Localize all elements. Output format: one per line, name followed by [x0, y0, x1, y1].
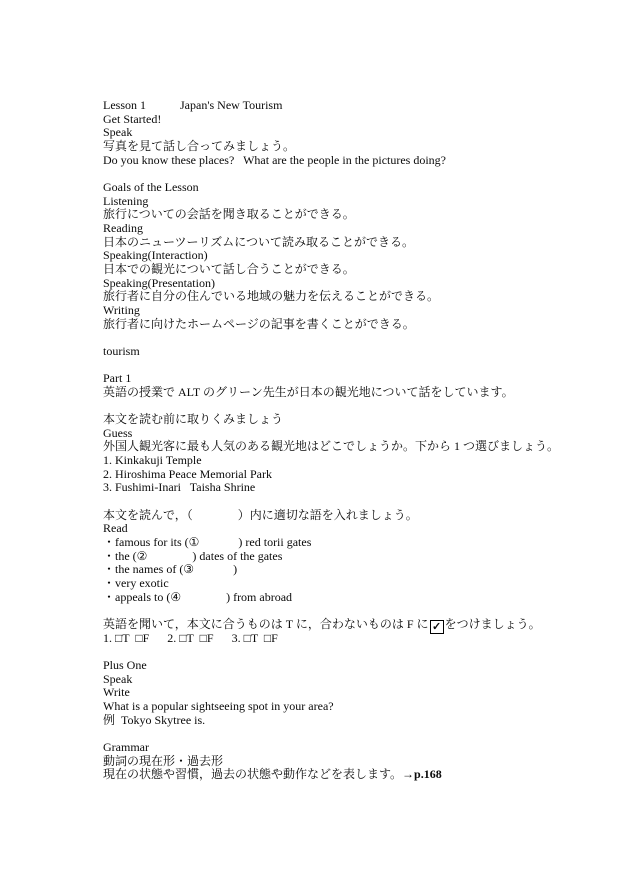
get-started-question-en: Do you know these places? What are the people in the pictures doing? — [103, 152, 447, 167]
read-item-2: ・the (② ) dates of the gates — [103, 548, 283, 563]
read-item-4: ・very exotic — [103, 575, 169, 590]
get-started-instruction-jp: 写真を見て話し合ってみましょう。 — [103, 138, 296, 153]
blank-line — [103, 727, 603, 741]
plus-one-title: Plus One — [103, 657, 147, 672]
listening-instruction-prefix: 英語を聞いて，本文に合うものは T に，合わないものは F に — [103, 616, 429, 631]
guess-choice-3: 3. Fushimi-Inari Taisha Shrine — [103, 480, 256, 495]
blank-line — [103, 495, 603, 509]
goal-skill-speaking-interaction: Speaking(Interaction) — [103, 248, 208, 263]
pre-reading-instruction: 本文を読む前に取りくみましょう — [103, 412, 284, 427]
blank-line — [103, 331, 603, 345]
goal-description-writing: 旅行者に向けたホームページの記事を書くことができる。 — [103, 316, 415, 331]
read-instruction: 本文を読んで，（ ）内に適切な語を入れましょう。 — [103, 507, 418, 522]
plus-one-example: 例 Tokyo Skytree is. — [103, 712, 206, 727]
grammar-title: Grammar — [103, 739, 149, 754]
grammar-usage — [103, 768, 603, 782]
get-started-title: Get Started! — [103, 111, 162, 126]
plus-one-question: What is a popular sightseeing spot in your area? — [103, 698, 334, 713]
lesson-number: Lesson 1 — [103, 98, 146, 112]
part1-situation: 英語の授業で ALT のグリーン先生が日本の観光地について話をしています。 — [103, 384, 514, 399]
grammar-page-reference: →p.168 — [402, 767, 442, 782]
goal-skill-writing: Writing — [103, 302, 140, 317]
blank-line — [103, 645, 603, 659]
plus-one-write-label: Write — [103, 685, 130, 700]
guess-label: Guess — [103, 425, 133, 440]
goal-description-speaking-interaction: 日本での観光について話し合うことができる。 — [103, 261, 355, 276]
listening-instruction — [103, 618, 603, 632]
blank-line — [103, 604, 603, 618]
goal-description-listening: 旅行についての会話を聞き取ることができる。 — [103, 207, 355, 222]
plus-one-speak-label: Speak — [103, 671, 133, 686]
read-label: Read — [103, 521, 128, 536]
true-false-checkbox-row: 1. □T □F 2. □T □F 3. □T □F — [103, 630, 278, 645]
grammar-topic: 動詞の現在形・過去形 — [103, 753, 224, 768]
checked-checkbox-icon: ✓ — [430, 620, 444, 634]
part1-title: Part 1 — [103, 371, 132, 386]
blank-line — [103, 358, 603, 372]
goal-skill-speaking-presentation: Speaking(Presentation) — [103, 275, 215, 290]
grammar-description: 現在の状態や習慣，過去の状態や動作などを表します。 — [103, 767, 403, 782]
listening-instruction-suffix: をつけましょう。 — [444, 616, 541, 631]
goals-title: Goals of the Lesson — [103, 179, 199, 194]
guess-choice-1: 1. Kinkakuji Temple — [103, 453, 202, 468]
document-page — [103, 99, 603, 782]
goal-skill-reading: Reading — [103, 220, 143, 235]
read-item-1: ・famous for its (① ) red torii gates — [103, 535, 312, 549]
blank-line — [103, 167, 603, 181]
guess-question: 外国人観光客に最も人気のある観光地はどこでしょうか。下から 1 つ選びましょう。 — [103, 439, 560, 454]
read-item-5: ・appeals to (④ ) from abroad — [103, 589, 293, 604]
keyword-tourism: tourism — [103, 343, 140, 358]
guess-choice-2: 2. Hiroshima Peace Memorial Park — [103, 466, 272, 481]
lesson-title: Japan's New Tourism — [180, 98, 283, 112]
goal-description-reading: 日本のニューツーリズムについて読み取ることができる。 — [103, 234, 415, 249]
lesson-header — [103, 99, 603, 113]
read-item-3: ・the names of (③ ) — [103, 562, 238, 577]
goal-description-speaking-presentation: 旅行者に自分の住んでいる地域の魅力を伝えることができる。 — [103, 289, 440, 304]
goal-skill-listening: Listening — [103, 193, 149, 208]
get-started-speak-label: Speak — [103, 125, 133, 140]
